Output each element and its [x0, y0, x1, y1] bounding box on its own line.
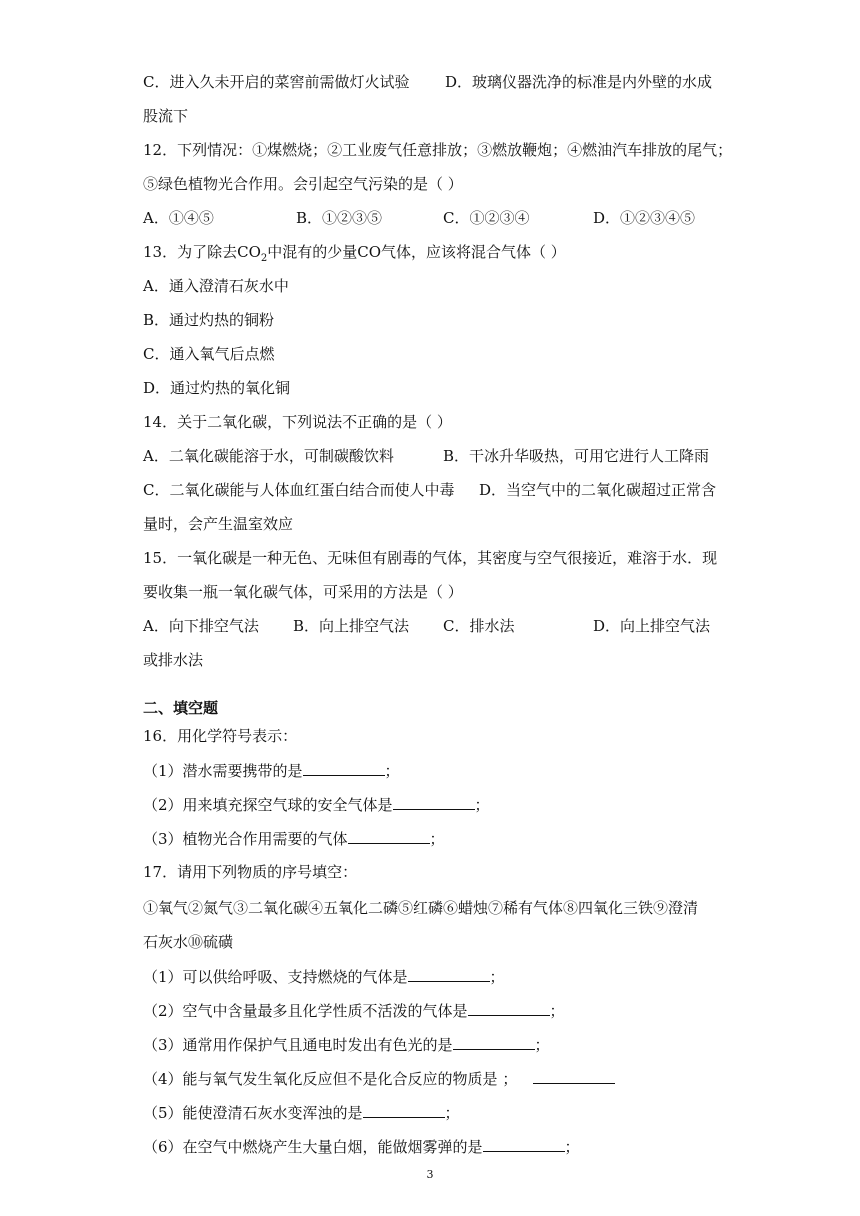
q17-item-1	[143, 965, 505, 987]
q15-option-d: D．向上排空气法	[593, 617, 711, 635]
section-title: 二、填空题	[143, 699, 219, 717]
q13-option-c	[143, 343, 274, 365]
q17-item-2-text: （2）空气中含量最多且化学性质不活泼的气体是	[143, 1002, 468, 1020]
q17-substance-list-line2	[143, 931, 233, 953]
q15-stem-text-1: 15．一氧化碳是一种无色、无味但有剧毒的气体，其密度与空气很接近，难溶于水．现	[143, 549, 718, 567]
q15-option-c: C．排水法	[443, 617, 515, 635]
page-number-text: 3	[426, 1168, 434, 1181]
q14-option-d: D．当空气中的二氧化碳超过正常含	[479, 481, 717, 499]
q13-stem-post: 中混有的少量CO气体，应该将混合气体（ ）	[267, 243, 566, 261]
q13-option-a-text: A．通入澄清石灰水中	[143, 277, 289, 295]
q14-stem-text: 14．关于二氧化碳，下列说法不正确的是（ ）	[143, 413, 452, 431]
q12-option-a: A．①④⑤	[143, 209, 214, 227]
q13-co2-subscript: 2	[260, 253, 268, 264]
q17-item-1-text: （1）可以供给呼吸、支持燃烧的气体是	[143, 968, 408, 986]
q13-option-d	[143, 377, 290, 399]
q17-substance-list-text-2: 石灰水⑩硫磺	[143, 933, 234, 951]
q16-item-2	[143, 793, 490, 815]
q17-item-4	[143, 1067, 615, 1089]
answer-blank[interactable]	[533, 1067, 615, 1084]
q16-item-1	[143, 759, 400, 781]
q11-option-d-continued	[143, 105, 188, 127]
q11-option-d-text: D．玻璃仪器洗净的标准是内外壁的水成	[445, 73, 713, 91]
q17-item-6-end: ；	[564, 1138, 580, 1156]
q15-option-d-continued	[143, 649, 203, 671]
q13-co2-formula: CO	[237, 243, 261, 261]
answer-blank[interactable]	[363, 1101, 445, 1118]
answer-blank[interactable]	[468, 999, 550, 1016]
q12-stem-line2	[143, 173, 463, 195]
q17-stem-text: 17．请用下列物质的序号填空：	[143, 863, 358, 881]
answer-blank[interactable]	[453, 1033, 535, 1050]
q12-option-d: D．①②③④⑤	[593, 209, 696, 227]
q13-option-c-text: C．通入氧气后点燃	[143, 345, 275, 363]
q12-stem-line1	[143, 139, 732, 161]
q13-stem	[143, 241, 566, 263]
q13-stem-pre: 13．为了除去	[143, 243, 238, 261]
q16-item-3	[143, 827, 445, 849]
q13-option-a	[143, 275, 289, 297]
q17-substance-list-text-1: ①氧气②氮气③二氧化碳④五氧化二磷⑤红磷⑥蜡烛⑦稀有气体⑧四氧化三铁⑨澄清	[143, 899, 699, 917]
q15-stem-line1	[143, 547, 717, 569]
q11-option-c-text: C．进入久未开启的菜窖前需做灯火试验	[143, 73, 410, 91]
q15-option-b: B．向上排空气法	[293, 617, 410, 635]
q16-item-3-end: ；	[429, 830, 445, 848]
q16-stem	[143, 725, 297, 747]
q17-item-4-text: （4）能与氧气发生氧化反应但不是化合反应的物质是 ；	[143, 1070, 518, 1088]
q12-stem-text-2: ⑤绿色植物光合作用。会引起空气污染的是（ ）	[143, 175, 463, 193]
q15-stem-line2	[143, 581, 463, 603]
page-number	[0, 1168, 860, 1181]
q17-item-3-end: ；	[534, 1036, 550, 1054]
q16-item-3-text: （3）植物光合作用需要的气体	[143, 830, 348, 848]
q14-option-d-text-continued: 量时，会产生温室效应	[143, 515, 294, 533]
q16-item-2-end: ；	[474, 796, 490, 814]
q14-option-c: C．二氧化碳能与人体血红蛋白结合而使人中毒	[143, 481, 455, 499]
q17-item-6	[143, 1135, 580, 1157]
q17-item-1-end: ；	[489, 968, 505, 986]
answer-blank[interactable]	[303, 759, 385, 776]
q16-item-2-text: （2）用来填充探空气球的安全气体是	[143, 796, 393, 814]
answer-blank[interactable]	[408, 965, 490, 982]
q17-item-3	[143, 1033, 550, 1055]
section-heading	[143, 697, 218, 719]
q17-item-5-text: （5）能使澄清石灰水变浑浊的是	[143, 1104, 363, 1122]
q17-item-2	[143, 999, 565, 1021]
q14-stem	[143, 411, 452, 433]
q15-option-d-text-continued: 或排水法	[143, 651, 204, 669]
q17-item-5-end: ；	[444, 1104, 460, 1122]
q15-stem-text-2: 要收集一瓶一氧化碳气体，可采用的方法是（ ）	[143, 583, 463, 601]
q14-option-a: A．二氧化碳能溶于水，可制碳酸饮料	[143, 447, 394, 465]
answer-blank[interactable]	[348, 827, 430, 844]
q11-option-c	[143, 71, 409, 93]
q17-item-3-text: （3）通常用作保护气且通电时发出有色光的是	[143, 1036, 453, 1054]
q13-option-b-text: B．通过灼热的铜粉	[143, 311, 275, 329]
q16-item-1-text: （1）潜水需要携带的是	[143, 762, 303, 780]
q11-option-d	[445, 71, 712, 93]
q17-substance-list-line1	[143, 897, 698, 919]
q12-stem-text-1: 12．下列情况：①煤燃烧；②工业废气任意排放；③燃放鞭炮；④燃油汽车排放的尾气；	[143, 141, 733, 159]
answer-blank[interactable]	[483, 1135, 565, 1152]
q17-item-2-end: ；	[549, 1002, 565, 1020]
q12-option-c: C．①②③④	[443, 209, 530, 227]
q13-option-b	[143, 309, 274, 331]
q14-option-b: B．干冰升华吸热，可用它进行人工降雨	[443, 447, 710, 465]
q12-option-b: B．①②③⑤	[296, 209, 383, 227]
q13-option-d-text: D．通过灼热的氧化铜	[143, 379, 291, 397]
q16-item-1-end: ；	[384, 762, 400, 780]
answer-blank[interactable]	[393, 793, 475, 810]
q17-item-6-text: （6）在空气中燃烧产生大量白烟，能做烟雾弹的是	[143, 1138, 483, 1156]
q15-option-a: A．向下排空气法	[143, 617, 259, 635]
q14-option-d-continued	[143, 513, 293, 535]
q16-stem-text: 16．用化学符号表示：	[143, 727, 298, 745]
q17-item-5	[143, 1101, 460, 1123]
q17-stem	[143, 861, 357, 883]
q11-option-d-text-continued: 股流下	[143, 107, 189, 125]
